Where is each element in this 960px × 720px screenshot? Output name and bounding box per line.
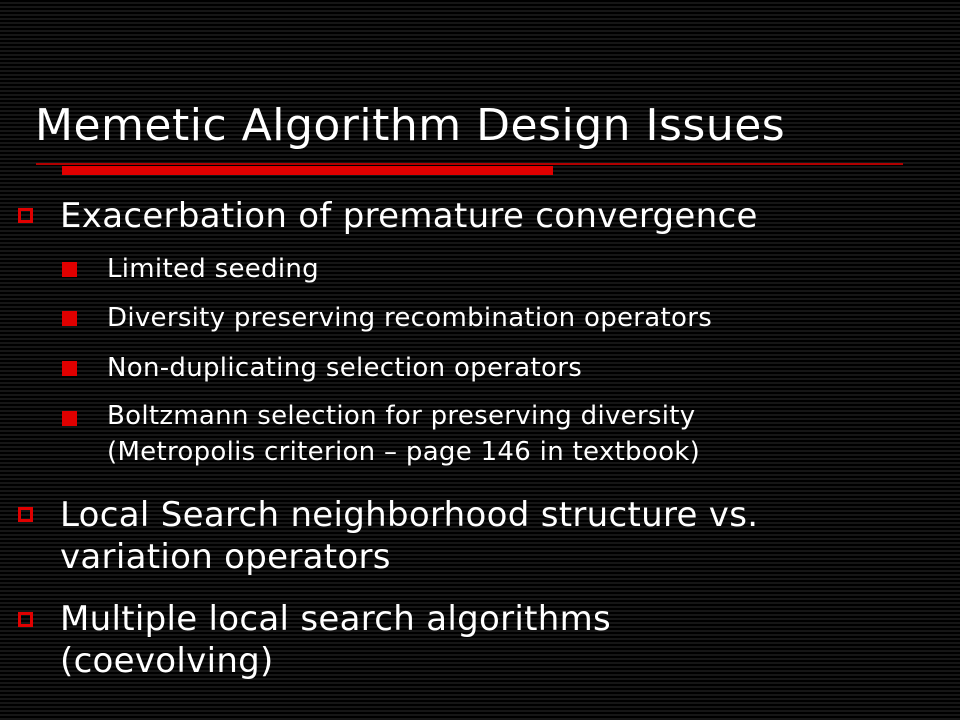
- filled-square-bullet-icon: [62, 311, 77, 326]
- subbullet-text: Diversity preserving recombination operators: [107, 303, 713, 333]
- bullet-line: Multiple local search algorithms: [60, 599, 612, 639]
- bullet-line: variation operators: [60, 537, 391, 577]
- slide-title: Memetic Algorithm Design Issues: [35, 100, 786, 151]
- hollow-square-bullet-icon: [18, 612, 33, 627]
- filled-square-bullet-icon: [62, 262, 77, 277]
- bullet-line: (coevolving): [60, 641, 274, 681]
- bullet-text: Exacerbation of premature convergence: [60, 196, 758, 236]
- bullet-text: [60, 494, 758, 578]
- filled-square-bullet-icon: [62, 361, 77, 376]
- filled-square-bullet-icon: [62, 411, 77, 426]
- subbullet-text: [107, 398, 700, 470]
- subbullet-text: Limited seeding: [107, 254, 319, 284]
- subbullet-line: (Metropolis criterion – page 146 in textbook): [107, 437, 701, 467]
- bullet-line: Local Search neighborhood structure vs.: [60, 495, 759, 535]
- hollow-square-bullet-icon: [18, 507, 33, 522]
- bullet-text: [60, 598, 611, 682]
- subbullet-line: Boltzmann selection for preserving diversity: [107, 401, 696, 431]
- subbullet-text: Non-duplicating selection operators: [107, 353, 583, 383]
- hollow-square-bullet-icon: [18, 208, 33, 223]
